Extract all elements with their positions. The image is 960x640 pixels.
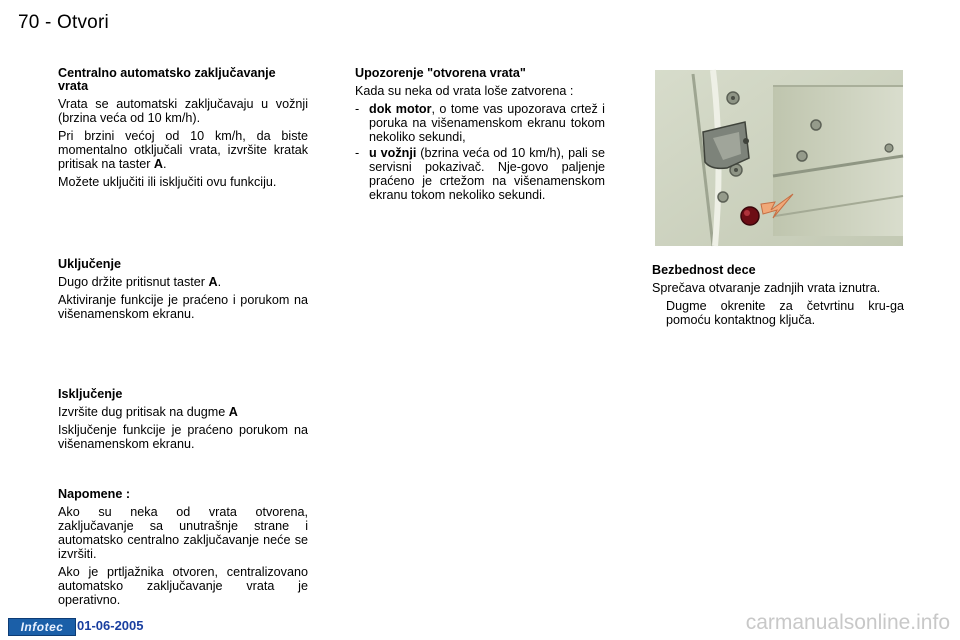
list-item-text: , o tome vas upozorava crtež i poruka na višenamenskom ekranu tokom nekoliko sekundi, <box>369 102 605 144</box>
list-item <box>355 146 605 202</box>
section-heading: Upozorenje "otvorena vrata" <box>355 66 526 80</box>
footer-date: 01-06-2005 <box>77 618 144 633</box>
list-item-text: (bzrina veća od 10 km/h), pali se servisni pokazivač. Nje-govo paljenje praćeno je crtežom na višenamenskom ekranu tokom nekoliko sekundi. <box>369 146 605 202</box>
section-heading: Bezbednost dece <box>652 263 756 277</box>
section-switch-off <box>58 388 308 455</box>
list-item <box>652 299 904 327</box>
section-heading: Centralno automatsko zaključavanje vrata <box>58 66 276 93</box>
list-item-bold: dok motor <box>369 102 432 116</box>
column-middle <box>355 67 605 204</box>
punctuation: . <box>217 275 222 289</box>
key-label: A <box>228 405 238 419</box>
paragraph: Vrata se automatski zaključavaju u vožnji (brzina veća od 10 km/h). <box>58 97 308 125</box>
paragraph-text: Pri brzini većoj od 10 km/h, da biste momentalno otključali vrata, izvršite kratak pritisak na taster <box>58 129 308 171</box>
paragraph <box>58 275 308 289</box>
list-marker: - <box>355 102 360 116</box>
watermark: carmanualsonline.info <box>745 611 950 634</box>
punctuation: . <box>163 157 167 171</box>
paragraph <box>58 129 308 171</box>
list-item-text: Dugme okrenite za četvrtinu kru-ga pomoću kontaktnog ključa. <box>666 299 904 327</box>
key-label: A <box>208 275 218 289</box>
list-marker: - <box>355 146 360 160</box>
section-heading: Napomene : <box>58 487 131 501</box>
section-switch-on <box>58 258 308 325</box>
door-lock-photo <box>653 66 905 248</box>
paragraph: Ako su neka od vrata otvorena, zaključavanje sa unutrašnje strane i automatsko centralno zaključavanje neće se izvršiti. <box>58 505 308 561</box>
paragraph: Sprečava otvaranje zadnjih vrata iznutra. <box>652 281 881 295</box>
section-heading: Uključenje <box>58 257 121 271</box>
paragraph: Možete uključiti ili isključiti ovu funkciju. <box>58 175 277 189</box>
infotec-logo: Infotec <box>8 618 76 636</box>
paragraph: Aktiviranje funkcije je praćeno i porukom na višenamenskom ekranu. <box>58 293 308 321</box>
key-label: A <box>153 157 164 171</box>
list-item <box>355 102 605 144</box>
page-title: 70 - Otvori <box>18 12 109 33</box>
list-marker <box>652 299 666 327</box>
list-item-bold: u vožnji <box>369 146 417 160</box>
paragraph: Kada su neka od vrata loše zatvorena : <box>355 84 574 98</box>
paragraph: Ako je prtljažnika otvoren, centralizovano automatsko zaključavanje vrata je operativno. <box>58 565 308 607</box>
paragraph <box>58 405 308 419</box>
paragraph-text: Izvršite dug pritisak na dugme <box>58 405 229 419</box>
section-central-locking <box>58 67 308 193</box>
column-right <box>652 264 904 329</box>
section-notes <box>58 488 308 611</box>
paragraph-text: Dugo držite pritisnut taster <box>58 275 209 289</box>
section-heading: Isključenje <box>58 387 123 401</box>
paragraph: Isključenje funkcije je praćeno porukom na višenamenskom ekranu. <box>58 423 308 451</box>
